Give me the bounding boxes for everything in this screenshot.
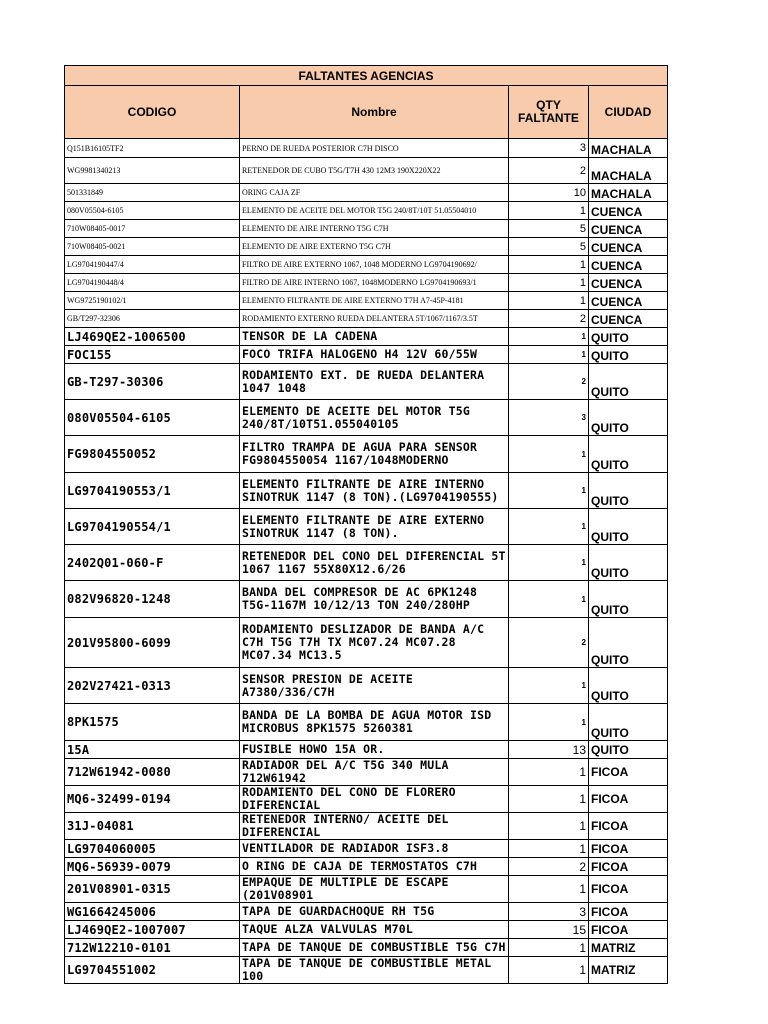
cell-qty: 2 — [509, 618, 589, 668]
cell-qty: 10 — [509, 184, 589, 202]
cell-city: FICOA — [589, 876, 668, 903]
cell-name: TENSOR DE LA CADENA — [240, 328, 509, 346]
table-row — [65, 939, 668, 957]
cell-qty: 5 — [509, 220, 589, 238]
cell-code: LG9704190447/4 — [65, 256, 240, 274]
table-row — [65, 876, 668, 903]
cell-name: ELEMENTO FILTRANTE DE AIRE INTERNO SINOTRUK 1147 (8 TON).(LG9704190555) — [240, 473, 509, 509]
cell-qty: 1 — [509, 473, 589, 509]
cell-code: FOC155 — [65, 346, 240, 364]
cell-name: BANDA DEL COMPRESOR DE AC 6PK1248 T5G-1167M 10/12/13 TON 240/280HP — [240, 581, 509, 618]
table-row — [65, 921, 668, 939]
cell-name: FOCO TRIFA HALOGENO H4 12V 60/55W — [240, 346, 509, 364]
cell-qty: 1 — [509, 274, 589, 292]
cell-code: 201V95800-6099 — [65, 618, 240, 668]
cell-qty: 13 — [509, 741, 589, 759]
cell-name: TAPA DE GUARDACHOQUE RH T5G — [240, 903, 509, 921]
sheet-title: FALTANTES AGENCIAS — [65, 66, 668, 86]
cell-code: LG9704190554/1 — [65, 509, 240, 545]
cell-city: QUITO — [589, 436, 668, 473]
cell-name: ELEMENTO DE AIRE INTERNO T5G C7H — [240, 220, 509, 238]
cell-code: 080V05504-6105 — [65, 400, 240, 436]
cell-qty: 3 — [509, 139, 589, 158]
table-row — [65, 813, 668, 840]
cell-code: 712W12210-0101 — [65, 939, 240, 957]
cell-code: 712W61942-0080 — [65, 759, 240, 786]
table-row — [65, 957, 668, 984]
table-row — [65, 220, 668, 238]
cell-code: 080V05504-6105 — [65, 202, 240, 220]
cell-city: QUITO — [589, 581, 668, 618]
table-row — [65, 509, 668, 545]
cell-code: 31J-04081 — [65, 813, 240, 840]
cell-name: RODAMIENTO DESLIZADOR DE BANDA A/C C7H T5G T7H TX MC07.24 MC07.28 MC07.34 MC13.5 — [240, 618, 509, 668]
cell-code: Q151B16105TF2 — [65, 139, 240, 158]
cell-city: QUITO — [589, 704, 668, 741]
cell-name: TAPA DE TANQUE DE COMBUSTIBLE T5G C7H — [240, 939, 509, 957]
cell-name: ELEMENTO DE ACEITE DEL MOTOR T5G 240/8T/10T 51.05504010 — [240, 202, 509, 220]
cell-city: QUITO — [589, 668, 668, 704]
cell-city: CUENCA — [589, 310, 668, 328]
cell-city: FICOA — [589, 840, 668, 858]
cell-city: CUENCA — [589, 220, 668, 238]
column-header-name: Nombre — [240, 86, 509, 139]
cell-city: QUITO — [589, 618, 668, 668]
cell-name: FILTRO TRAMPA DE AGUA PARA SENSOR FG9804550054 1167/1048MODERNO — [240, 436, 509, 473]
cell-code: FG9804550052 — [65, 436, 240, 473]
cell-city: FICOA — [589, 759, 668, 786]
cell-code: MQ6-32499-0194 — [65, 786, 240, 813]
cell-code: MQ6-56939-0079 — [65, 858, 240, 876]
cell-city: QUITO — [589, 473, 668, 509]
cell-qty: 3 — [509, 903, 589, 921]
cell-code: LG9704190448/4 — [65, 274, 240, 292]
cell-qty: 1 — [509, 876, 589, 903]
cell-name: RODAMIENTO DEL CONO DE FLORERO DIFERENCIAL — [240, 786, 509, 813]
table-row — [65, 840, 668, 858]
cell-code: WG9981340213 — [65, 158, 240, 184]
cell-qty: 2 — [509, 858, 589, 876]
table-body — [65, 139, 668, 984]
cell-city: CUENCA — [589, 274, 668, 292]
cell-name: O RING DE CAJA DE TERMOSTATOS C7H — [240, 858, 509, 876]
cell-qty: 1 — [509, 346, 589, 364]
cell-city: QUITO — [589, 346, 668, 364]
cell-city: MATRIZ — [589, 939, 668, 957]
cell-qty: 15 — [509, 921, 589, 939]
cell-city: QUITO — [589, 545, 668, 581]
cell-code: 710W08405-0017 — [65, 220, 240, 238]
cell-name: ELEMENTO DE ACEITE DEL MOTOR T5G 240/8T/10T51.055040105 — [240, 400, 509, 436]
cell-city: QUITO — [589, 509, 668, 545]
table-row — [65, 238, 668, 256]
cell-qty: 1 — [509, 509, 589, 545]
cell-code: 2402Q01-060-F — [65, 545, 240, 581]
cell-qty: 2 — [509, 364, 589, 400]
cell-code: LG9704551002 — [65, 957, 240, 984]
cell-code: LJ469QE2-1006500 — [65, 328, 240, 346]
cell-name: RADIADOR DEL A/C T5G 340 MULA 712W61942 — [240, 759, 509, 786]
cell-name: RODAMIENTO EXT. DE RUEDA DELANTERA 1047 1048 — [240, 364, 509, 400]
cell-name: EMPAQUE DE MULTIPLE DE ESCAPE (201V08901 — [240, 876, 509, 903]
cell-name: RETENEDOR DEL CONO DEL DIFERENCIAL 5T 1067 1167 55X80X12.6/26 — [240, 545, 509, 581]
cell-city: FICOA — [589, 858, 668, 876]
cell-qty: 1 — [509, 939, 589, 957]
table-row — [65, 184, 668, 202]
cell-code: LJ469QE2-1007007 — [65, 921, 240, 939]
cell-code: LG9704190553/1 — [65, 473, 240, 509]
cell-qty: 1 — [509, 202, 589, 220]
cell-qty: 1 — [509, 581, 589, 618]
cell-city: MATRIZ — [589, 957, 668, 984]
table-row — [65, 158, 668, 184]
cell-code: 710W08405-0021 — [65, 238, 240, 256]
cell-name: TAPA DE TANQUE DE COMBUSTIBLE METAL 100 — [240, 957, 509, 984]
cell-qty: 1 — [509, 759, 589, 786]
cell-city: CUENCA — [589, 202, 668, 220]
cell-qty: 1 — [509, 704, 589, 741]
table-row — [65, 310, 668, 328]
table-row — [65, 858, 668, 876]
table-row — [65, 545, 668, 581]
cell-qty: 5 — [509, 238, 589, 256]
cell-city: QUITO — [589, 364, 668, 400]
cell-name: FUSIBLE HOWO 15A OR. — [240, 741, 509, 759]
cell-name: VENTILADOR DE RADIADOR ISF3.8 — [240, 840, 509, 858]
cell-code: 15A — [65, 741, 240, 759]
cell-city: MACHALA — [589, 184, 668, 202]
cell-qty: 1 — [509, 957, 589, 984]
cell-city: FICOA — [589, 813, 668, 840]
table-row — [65, 903, 668, 921]
cell-qty: 1 — [509, 328, 589, 346]
table-row — [65, 400, 668, 436]
cell-city: FICOA — [589, 786, 668, 813]
cell-city: CUENCA — [589, 256, 668, 274]
table-row — [65, 704, 668, 741]
cell-name: RETENEDOR INTERNO/ ACEITE DEL DIFERENCIAL — [240, 813, 509, 840]
cell-city: FICOA — [589, 921, 668, 939]
cell-code: 082V96820-1248 — [65, 581, 240, 618]
table-row — [65, 139, 668, 158]
cell-code: GB-T297-30306 — [65, 364, 240, 400]
cell-code: 202V27421-0313 — [65, 668, 240, 704]
cell-qty: 1 — [509, 292, 589, 310]
cell-name: FILTRO DE AIRE INTERNO 1067, 1048MODERNO LG9704190693/1 — [240, 274, 509, 292]
table-row — [65, 436, 668, 473]
table-row — [65, 328, 668, 346]
table-row — [65, 759, 668, 786]
cell-name: TAQUE ALZA VALVULAS M70L — [240, 921, 509, 939]
table-row — [65, 473, 668, 509]
table-row — [65, 786, 668, 813]
table-row — [65, 364, 668, 400]
cell-qty: 1 — [509, 813, 589, 840]
table-row — [65, 292, 668, 310]
spreadsheet-table — [64, 65, 667, 984]
column-header-code: CODIGO — [65, 86, 240, 139]
cell-code: 501331849 — [65, 184, 240, 202]
table-row — [65, 668, 668, 704]
cell-city: QUITO — [589, 400, 668, 436]
cell-city: FICOA — [589, 903, 668, 921]
cell-qty: 3 — [509, 400, 589, 436]
table-row — [65, 274, 668, 292]
cell-qty: 2 — [509, 158, 589, 184]
cell-qty: 1 — [509, 545, 589, 581]
column-header-city: CIUDAD — [589, 86, 668, 139]
cell-city: CUENCA — [589, 238, 668, 256]
cell-name: ORING CAJA ZF — [240, 184, 509, 202]
cell-name: SENSOR PRESION DE ACEITE A7380/336/C7H — [240, 668, 509, 704]
cell-city: QUITO — [589, 741, 668, 759]
cell-qty: 1 — [509, 840, 589, 858]
cell-qty: 1 — [509, 436, 589, 473]
cell-qty: 2 — [509, 310, 589, 328]
cell-name: PERNO DE RUEDA POSTERIOR C7H DISCO — [240, 139, 509, 158]
table-row — [65, 202, 668, 220]
table-row — [65, 618, 668, 668]
column-header-qty: QTY FALTANTE — [509, 86, 589, 139]
cell-name: RETENEDOR DE CUBO T5G/T7H 430 12M3 190X220X22 — [240, 158, 509, 184]
cell-code: 201V08901-0315 — [65, 876, 240, 903]
cell-code: 8PK1575 — [65, 704, 240, 741]
cell-city: CUENCA — [589, 292, 668, 310]
cell-code: WG1664245006 — [65, 903, 240, 921]
cell-city: QUITO — [589, 328, 668, 346]
cell-code: LG9704060005 — [65, 840, 240, 858]
cell-qty: 1 — [509, 256, 589, 274]
cell-qty: 1 — [509, 786, 589, 813]
cell-city: MACHALA — [589, 158, 668, 184]
cell-name: ELEMENTO DE AIRE EXTERNO T5G C7H — [240, 238, 509, 256]
cell-qty: 1 — [509, 668, 589, 704]
cell-name: RODAMIENTO EXTERNO RUEDA DELANTERA 5T/1067/1167/3.5T — [240, 310, 509, 328]
cell-name: ELEMENTO FILTRANTE DE AIRE EXTERNO SINOTRUK 1147 (8 TON). — [240, 509, 509, 545]
cell-city: MACHALA — [589, 139, 668, 158]
cell-name: ELEMENTO FILTRANTE DE AIRE EXTERNO T7H A7-45P-4181 — [240, 292, 509, 310]
table-row — [65, 581, 668, 618]
cell-code: GB/T297-32306 — [65, 310, 240, 328]
table-row — [65, 741, 668, 759]
table-row — [65, 256, 668, 274]
cell-name: FILTRO DE AIRE EXTERNO 1067, 1048 MODERNO LG9704190692/ — [240, 256, 509, 274]
table-row — [65, 346, 668, 364]
cell-name: BANDA DE LA BOMBA DE AGUA MOTOR ISD MICROBUS 8PK1575 5260381 — [240, 704, 509, 741]
cell-code: WG9725190102/1 — [65, 292, 240, 310]
